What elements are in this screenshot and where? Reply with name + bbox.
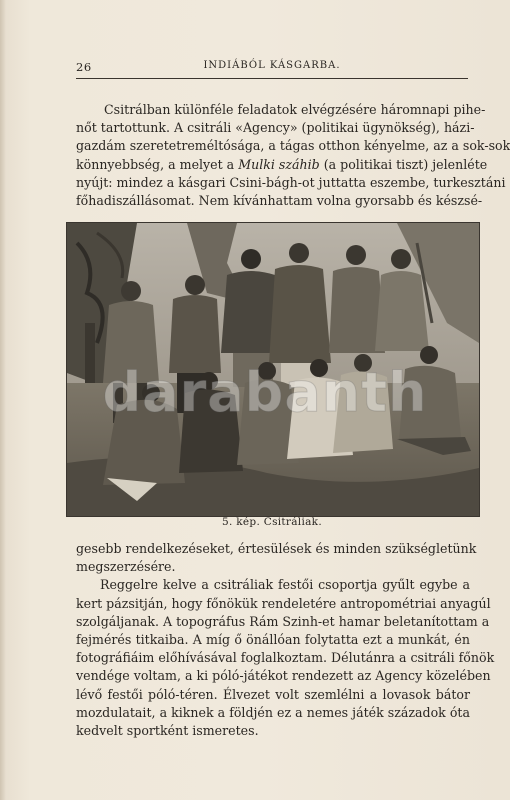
running-head: INDIÁBÓL KÁSGARBA. — [203, 60, 341, 71]
text-line: fejmérés titkaiba. A míg ő önállóan folytatta ezt a munkát, én — [76, 632, 470, 648]
text-line: mozdulatait, a kiknek a földjén ez a nemes játék századok óta — [76, 704, 470, 720]
page-header — [76, 58, 468, 76]
text-line: Reggelre kelve a csitráliak festői csoportja gyűlt egybe a — [100, 577, 470, 593]
text-line: fotográfiáim előhívásával foglalkoztam. Délutánra a csitráli főnök — [76, 650, 495, 666]
text-line: kedvelt sportként ismeretes. — [76, 723, 259, 739]
text-line: Csitrálban különféle feladatok elvégzésére háromnapi pihe- — [104, 102, 486, 117]
text-line: kert pázsitján, hogy főnökük rendeletére antropométriai anyagúl — [76, 595, 491, 611]
page-edge-shadow — [0, 0, 6, 800]
text-line — [76, 156, 488, 174]
header-rule — [76, 78, 468, 79]
page-number: 26 — [76, 60, 92, 74]
text-line: szolgáljanak. A topográfus Rám Szinh-et hamar beletanítottam a — [76, 613, 490, 629]
text-fragment: (a politikai tiszt) jelenléte — [319, 156, 488, 172]
text-fragment: könnyebbség, a melyet a — [76, 156, 239, 172]
text-line: nőt tartottunk. A csitráli «Agency» (politikai ügynökség), házi- — [76, 120, 475, 136]
paragraph-1 — [76, 101, 510, 210]
text-line: nyújt: mindez a kásgari Csini-bágh-ot juttatta eszembe, turkesztáni — [76, 174, 506, 190]
text-line: vendége voltam, a ki póló-játékot rendezett az Agency közelében — [76, 668, 491, 684]
figure-caption: 5. kép. Csitráliak. — [222, 516, 322, 528]
text-line: gesebb rendelkezéseket, értesülések és minden szükségletünk — [76, 541, 477, 556]
italic-term: Mulki száhib — [238, 156, 320, 172]
text-line: lévő festői póló-téren. Élvezet volt szemlélni a lovasok bátor — [76, 686, 470, 702]
group-photograph — [66, 222, 480, 517]
watermark-logo: darabanth — [102, 361, 428, 424]
text-line: gazdám szeretetreméltósága, a tágas otthon kényelme, az a sok-sok — [76, 138, 510, 154]
paragraph-2 — [76, 540, 495, 740]
text-line: főhadiszállásomat. Nem kívánhattam volna gyorsabb és készsé- — [76, 193, 483, 209]
text-line: megszerzésére. — [76, 559, 176, 575]
